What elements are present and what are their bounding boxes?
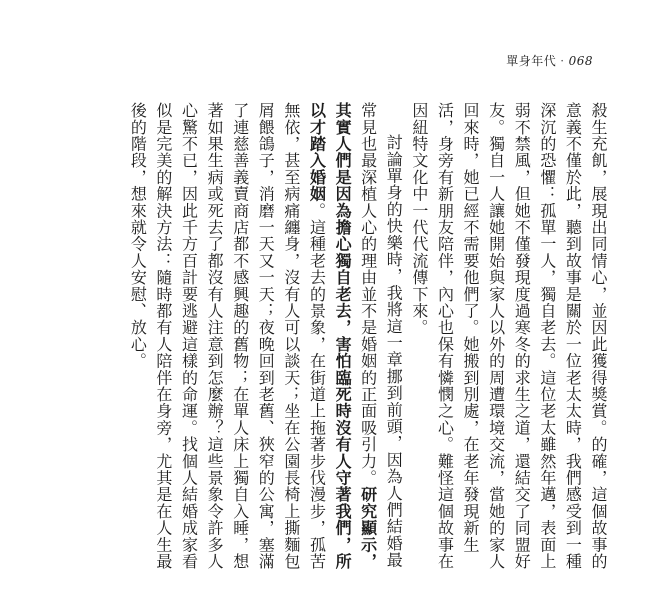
header-separator: ·	[560, 54, 565, 68]
paragraph-2-emphasis: 研究顯示，其實人們是因為擔心獨自老去，害怕臨死時沒有人守著我們，所以才踏入婚姻	[307, 102, 378, 570]
page-number: 068	[568, 54, 593, 68]
paragraph-2-text-a: 討論單身的快樂時，我將這一章挪到前頭，因為人們結婚最常見也最深植人心的理由並不是婚姻的正面吸引力。	[358, 102, 404, 569]
paragraph-1-text: 殺生充飢，展現出同情心，並因此獲得獎賞。的確，這個故事的意義不僅於此，聽到故事是關於一位老太太時，我們感受到一種深沉的恐懼：孤單一人，獨自老去。這位老太雖然年邁，表面上弱不禁風，但她不僅發現度過寒冬的求生之道，還結交了同盟好友。獨自一人讓她開始與家人以外的周遭環境交流，當她的家人回來時，她已經不需要他們了。她搬到別處，在老年發現新生活，身旁有新朋友陪伴，內心也保有憐憫之心。難怪這個故事在因紐特文化中一代代流傳下來。	[409, 102, 608, 570]
book-title: 單身年代	[506, 54, 557, 68]
paragraph-2-text-b: 。這種老去的景象，在街道上拖著步伐漫步，孤苦無依，甚至病痛纏身，沒有人可以談天；坐在公園長椅上撕麵包屑餵鴿子，消磨一天又一天；夜晚回到老舊、狹窄的公寓，塞滿了連慈善義賣商店都不感興趣的舊物；在單人床上獨自入睡，想著如果生病或死去了都沒有人注意到怎麼辦？這些景象令許多人心驚不已，因此千方百計要逃避這樣的命運。找個人結婚成家看似是完美的解決方法：隨時都有人陪伴在身旁，尤其是在人生最後的階段，想來就令人安慰、放心。	[128, 102, 327, 570]
running-head	[506, 52, 593, 69]
paragraph-1	[406, 102, 611, 572]
paragraph-2	[125, 102, 407, 572]
body-text	[125, 102, 611, 572]
